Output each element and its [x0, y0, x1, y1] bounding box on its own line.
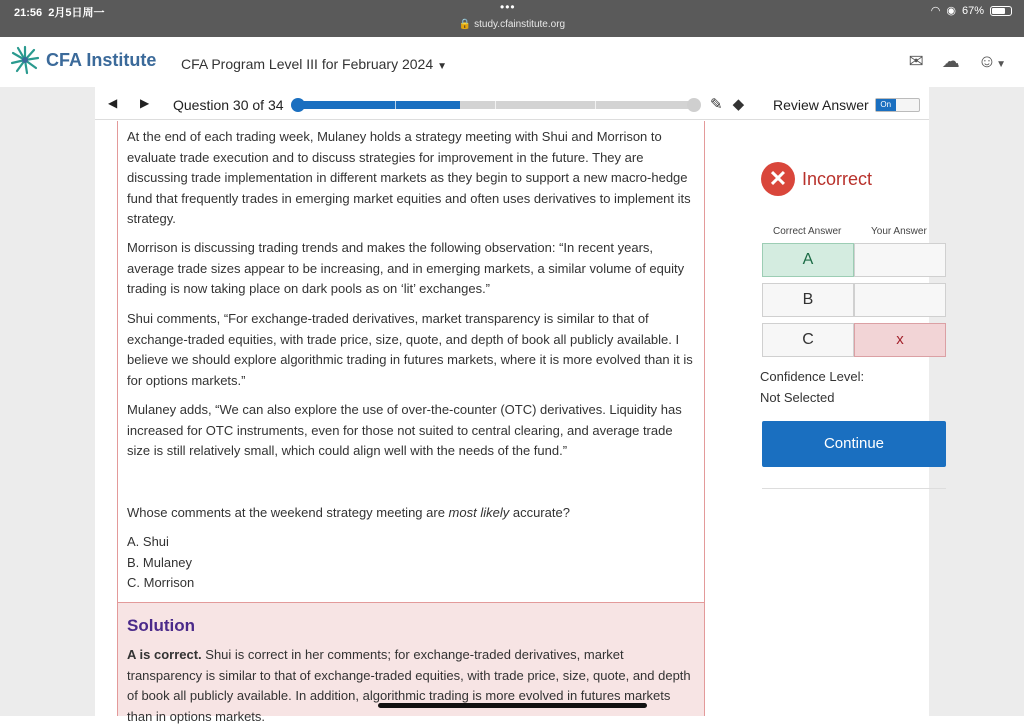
- your-answer-header: Your Answer: [871, 226, 927, 237]
- question-counter: Question 30 of 34: [173, 97, 284, 113]
- your-answer-a: [854, 243, 946, 277]
- status-right: [931, 4, 1012, 17]
- program-label: CFA Program Level III for February 2024: [181, 56, 434, 72]
- user-menu-chevron-icon: ▼: [996, 59, 1006, 70]
- choice-b[interactable]: B. Mulaney: [127, 554, 193, 570]
- logo-text: CFA Institute: [46, 49, 157, 70]
- choice-c[interactable]: C. Morrison: [127, 575, 195, 591]
- progress-tick: [495, 101, 496, 109]
- result-status: [761, 162, 872, 196]
- cloud-download-icon[interactable]: ☁: [941, 51, 960, 71]
- continue-button[interactable]: Continue: [762, 421, 946, 467]
- home-indicator: [378, 703, 647, 708]
- solution-title: Solution: [127, 616, 195, 635]
- eraser-icon[interactable]: ◆: [732, 96, 745, 113]
- program-selector[interactable]: [181, 56, 447, 72]
- correct-answer-c: C: [762, 323, 854, 357]
- right-gutter: [929, 87, 1024, 716]
- header-icons: [909, 51, 1006, 72]
- progress-end-knob: [687, 98, 701, 112]
- answer-choices: [127, 532, 194, 594]
- question-paragraph: At the end of each trading week, Mulaney holds a strategy meeting with Shui and Morrison to evaluate trade execution and to discuss strategies for improvement in the future. They are discussing trade implementation in different markets as they begin to support a new macro-hedge fund that frequently trades in emerging market equities and often uses derivatives to implement its strategy.: [127, 129, 691, 227]
- solution-panel: [117, 602, 705, 724]
- confidence-value: Not Selected: [760, 390, 835, 405]
- status-bar: [0, 0, 1024, 37]
- question-prompt: Whose comments at the weekend strategy meeting are most likely accurate?: [127, 505, 570, 520]
- question-paragraph: Mulaney adds, “We can also explore the use of over-the-counter (OTC) derivatives. Liquidity has increased for OTC instruments, even for those not suited to central clearing, and average trade size is still relatively small, which could align well with the needs of the fund.”: [127, 402, 682, 459]
- incorrect-icon: ✕: [761, 162, 795, 196]
- divider: [762, 488, 946, 489]
- more-dots-icon[interactable]: •••: [500, 0, 516, 14]
- address-bar[interactable]: 🔒 study.cfainstitute.org: [458, 19, 566, 30]
- tool-icons: [710, 95, 744, 113]
- question-paragraph: Morrison is discussing trading trends and makes the following observation: “In recent years, average trade sizes appear to be increasing, and in emerging markets, a similar volume of equity trading is now taking place on dark pools as on ‘lit’ exchanges.”: [127, 240, 685, 297]
- status-time: 21:56 2月5日周一: [14, 7, 105, 19]
- review-answer: [773, 97, 920, 113]
- progress-fill: [295, 101, 460, 109]
- question-nav: [95, 90, 929, 120]
- correct-answer-b: B: [762, 283, 854, 317]
- location-icon: ◉: [946, 5, 956, 17]
- highlighter-icon[interactable]: ✎: [710, 96, 723, 113]
- your-answer-c: x: [854, 323, 946, 357]
- mail-icon[interactable]: ✉: [908, 51, 924, 71]
- cfa-globe-icon: [10, 45, 40, 75]
- progress-bar[interactable]: [295, 101, 697, 109]
- cfa-logo[interactable]: [10, 45, 156, 75]
- chevron-down-icon: ▼: [437, 61, 448, 72]
- next-question-icon[interactable]: ▶: [140, 96, 150, 110]
- correct-answer-a: A: [762, 243, 854, 277]
- your-answer-b: [854, 283, 946, 317]
- question-panel: [117, 121, 705, 603]
- solution-text: A is correct. Shui is correct in her comments; for exchange-traded derivatives, market transparency is similar to that of exchange-traded equities, with trade price, size, quote, and depth of book all publicly available. In addition, algorithmic trading is more evolved in futures markets than in options markets.: [127, 647, 691, 724]
- left-gutter: [0, 87, 95, 716]
- battery-icon: [990, 6, 1012, 16]
- wifi-icon: ◠: [930, 5, 941, 17]
- review-toggle[interactable]: [875, 98, 920, 112]
- correct-answer-header: Correct Answer: [773, 226, 842, 237]
- progress-tick: [595, 101, 596, 109]
- previous-question-icon[interactable]: ◀: [108, 96, 118, 110]
- confidence-level: [760, 366, 864, 408]
- progress-tick: [395, 101, 396, 109]
- choice-a[interactable]: A. Shui: [127, 534, 169, 549]
- confidence-label: Confidence Level:: [760, 369, 865, 384]
- review-answer-label: Review Answer: [773, 97, 869, 113]
- user-icon[interactable]: ☺▼: [977, 51, 1006, 71]
- question-paragraph: Shui comments, “For exchange-traded derivatives, market transparency is similar to that of exchange-traded equities, with trade price, size, quote, and depth of book all publicly available. I believe we should explore algorithmic trading in futures markets, where it is more evolved than it is for options markets.”: [127, 311, 693, 388]
- app-header: [0, 37, 1024, 87]
- progress-start-knob: [291, 98, 305, 112]
- result-label: Incorrect: [802, 168, 873, 189]
- toggle-on-label: On: [876, 99, 896, 111]
- battery-percent: 67%: [961, 4, 984, 17]
